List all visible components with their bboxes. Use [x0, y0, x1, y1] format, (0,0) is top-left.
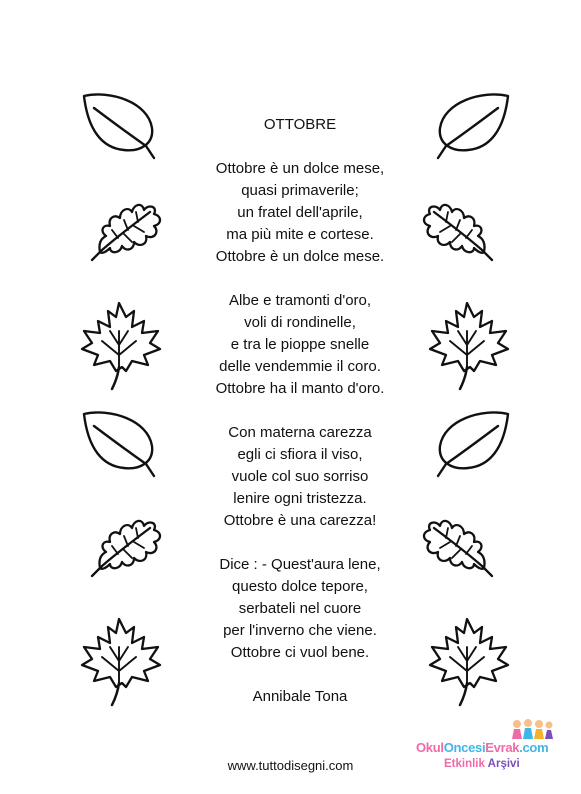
poem [190, 114, 410, 708]
poem-line: lenire ogni tristezza. [233, 490, 367, 507]
maple-leaf-icon [422, 612, 512, 712]
poem-line: Ottobre ha il manto d'oro. [215, 380, 385, 397]
poem-line: Con materna carezza [228, 424, 372, 441]
poem-line: questo dolce tepore, [232, 578, 368, 595]
stanza [190, 554, 410, 664]
stanza [190, 290, 410, 400]
poem-line: un fratel dell'aprile, [237, 204, 363, 221]
poem-line: e tra le pioppe snelle [230, 336, 370, 353]
oval-leaf-icon [432, 92, 512, 162]
maple-leaf-icon [422, 296, 512, 396]
poem-line: Ottobre è una carezza! [223, 512, 377, 529]
oval-leaf-icon [80, 410, 160, 480]
oak-leaf-icon [416, 192, 496, 262]
poem-line: per l'inverno che viene. [223, 622, 377, 639]
poem-line: quasi primaverile; [241, 182, 359, 199]
oak-leaf-icon [416, 508, 496, 578]
poem-title: OTTOBRE [263, 116, 337, 133]
maple-leaf-icon [74, 296, 164, 396]
stanza [190, 158, 410, 268]
poem-author: Annibale Tona [252, 688, 348, 705]
watermark-line2 [444, 758, 520, 770]
oak-leaf-icon [88, 192, 168, 262]
oak-leaf-icon [88, 508, 168, 578]
poem-line: Albe e tramonti d'oro, [228, 292, 372, 309]
oval-leaf-icon [80, 92, 160, 162]
poem-line: vuole col suo sorriso [231, 468, 369, 485]
watermark-part: Oncesi [443, 740, 486, 755]
oval-leaf-icon [432, 410, 512, 480]
poem-line: Ottobre ci vuol bene. [230, 644, 370, 661]
watermark-part: Etkinlik [444, 758, 485, 770]
watermark-part: Arşivi [484, 758, 520, 770]
stanza [190, 422, 410, 532]
poem-line: Dice : - Quest'aura lene, [219, 556, 381, 573]
poem-line: Ottobre è un dolce mese, [215, 160, 385, 177]
poem-line: ma più mite e cortese. [226, 226, 374, 243]
maple-leaf-icon [74, 612, 164, 712]
watermark-part: .com [519, 740, 549, 755]
watermark-part: Evrak [485, 740, 520, 755]
poem-line: delle vendemmie il coro. [219, 358, 381, 375]
watermark-part: Okul [416, 740, 444, 755]
poem-line: serbateli nel cuore [238, 600, 362, 617]
poem-line: Ottobre è un dolce mese. [215, 248, 385, 265]
poem-line: voli di rondinelle, [244, 314, 356, 331]
poem-line: egli ci sfiora il viso, [237, 446, 363, 463]
watermark-line1 [416, 740, 548, 755]
watermark-logo[interactable] [414, 718, 574, 778]
website-link[interactable]: www.tuttodisegni.com [227, 758, 354, 773]
children-icon [510, 718, 554, 740]
